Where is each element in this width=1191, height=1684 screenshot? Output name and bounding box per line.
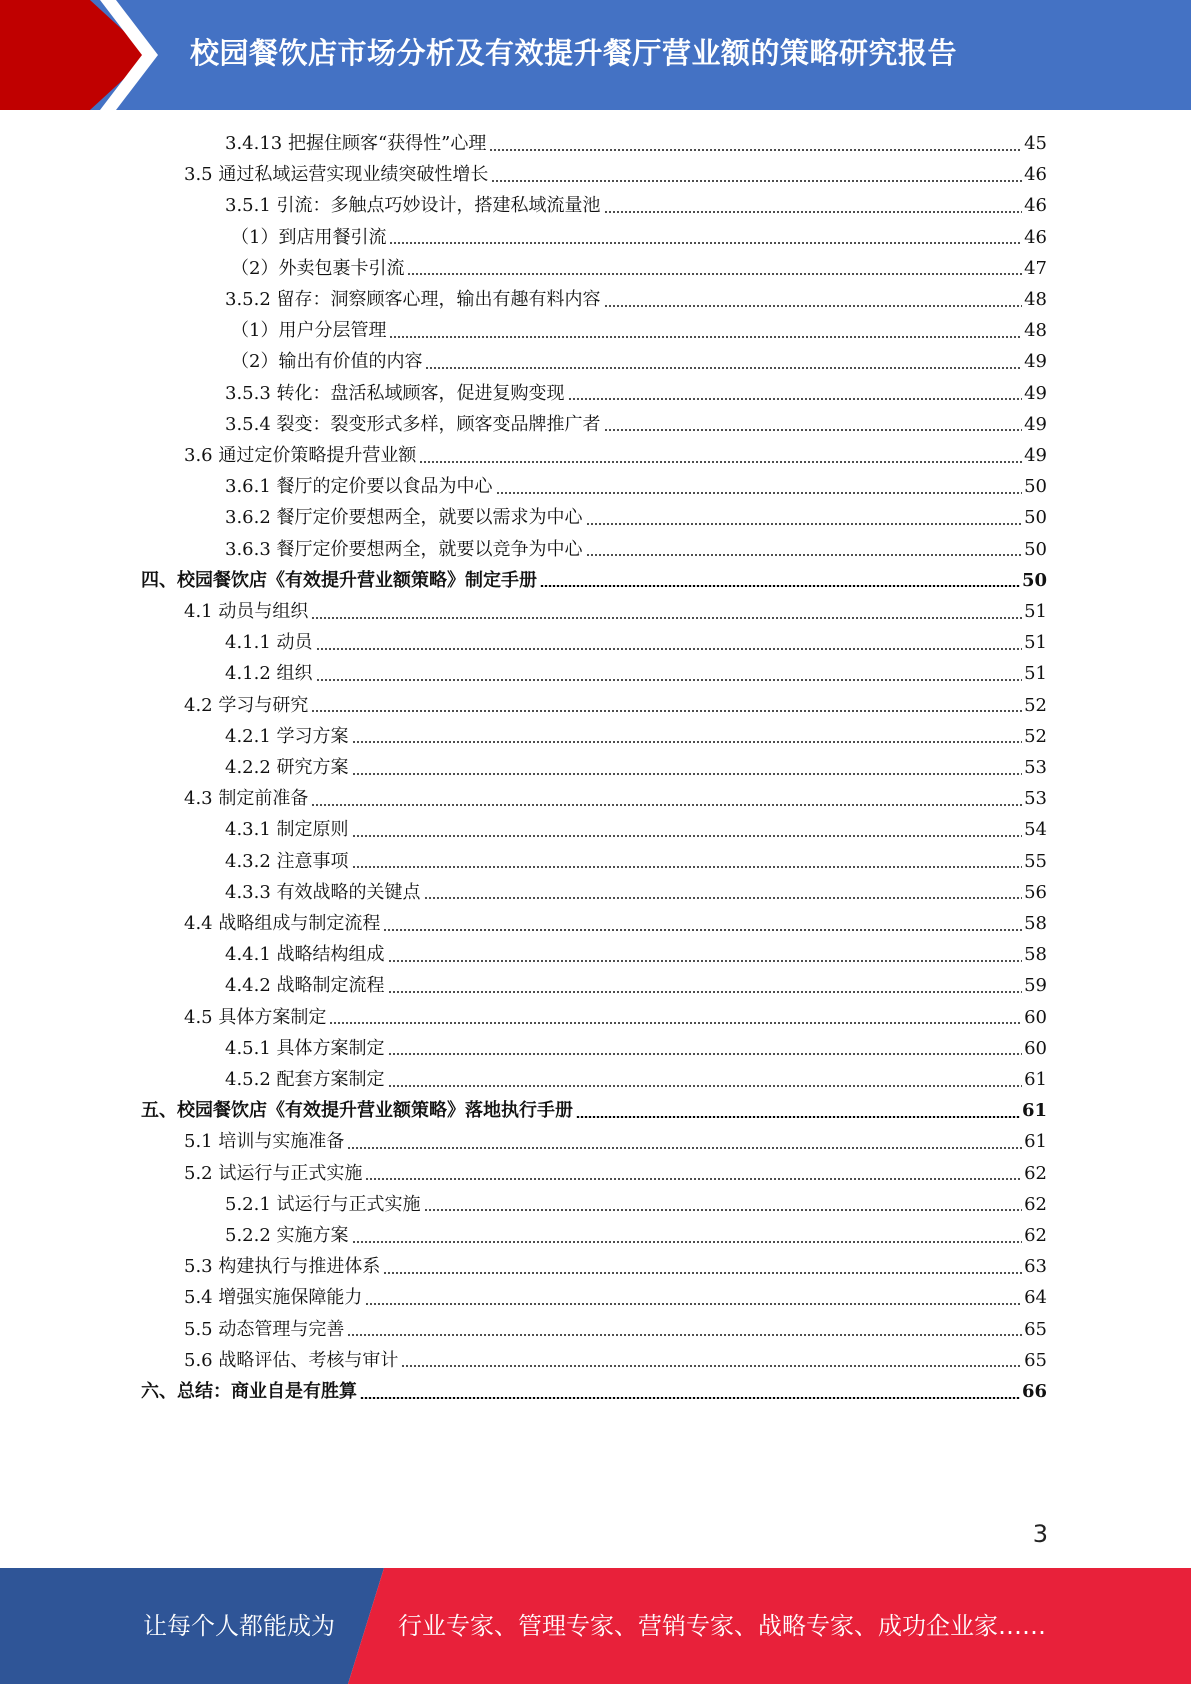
- toc-dot-leader: [604, 211, 1023, 213]
- toc-entry-page: 51: [1024, 663, 1047, 685]
- page-header: [0, 0, 1191, 110]
- page-number: 3: [1032, 1520, 1048, 1548]
- toc-entry[interactable]: [184, 1282, 1047, 1313]
- toc-entry-title: 5.1 培训与实施准备: [184, 1131, 345, 1153]
- toc-entry-page: 52: [1024, 694, 1047, 716]
- toc-entry-title: 四、校园餐饮店《有效提升营业额策略》制定手册: [141, 569, 537, 591]
- toc-entry-page: 62: [1024, 1193, 1047, 1215]
- toc-entry[interactable]: [225, 128, 1047, 159]
- toc-entry-page: 61: [1021, 1100, 1047, 1122]
- toc-entry-page: 49: [1024, 382, 1047, 404]
- toc-entry[interactable]: [141, 565, 1047, 596]
- toc-entry[interactable]: [184, 690, 1047, 721]
- toc-entry-title: 4.1.1 动员: [225, 632, 313, 654]
- toc-entry[interactable]: [225, 627, 1047, 658]
- toc-entry-title: 5.6 战略评估、考核与审计: [184, 1349, 399, 1371]
- toc-dot-leader: [568, 398, 1023, 400]
- toc-entry-title: 5.2 试运行与正式实施: [184, 1162, 363, 1184]
- toc-entry-title: 3.6.2 餐厅定价要想两全，就要以需求为中心: [225, 507, 583, 529]
- toc-entry-title: 4.5 具体方案制定: [184, 1006, 327, 1028]
- toc-entry-page: 50: [1024, 538, 1047, 560]
- toc-entry[interactable]: [184, 440, 1047, 471]
- toc-entry-title: 5.2.2 实施方案: [225, 1225, 349, 1246]
- toc-entry[interactable]: [225, 1064, 1047, 1095]
- toc-entry-page: 50: [1024, 507, 1047, 529]
- toc-entry[interactable]: [231, 315, 1047, 346]
- toc-entry-page: 54: [1024, 819, 1047, 841]
- toc-entry-page: 51: [1024, 601, 1047, 622]
- toc-dot-leader: [388, 1053, 1023, 1055]
- toc-dot-leader: [425, 367, 1022, 369]
- toc-dot-leader: [388, 960, 1023, 962]
- toc-dot-leader: [347, 1334, 1022, 1336]
- toc-entry-title: 4.2 学习与研究: [184, 694, 309, 716]
- toc-dot-leader: [389, 336, 1022, 338]
- toc-entry-title: 4.3.1 制定原则: [225, 819, 349, 841]
- toc-entry-title: 3.5.4 裂变：裂变形式多样，顾客变品牌推广者: [225, 413, 601, 435]
- toc-dot-leader: [388, 991, 1023, 993]
- toc-dot-leader: [586, 554, 1023, 556]
- toc-dot-leader: [352, 773, 1023, 775]
- toc-entry-page: 49: [1024, 445, 1047, 466]
- toc-entry-title: 3.6 通过定价策略提升营业额: [184, 445, 417, 466]
- toc-entry[interactable]: [184, 1251, 1047, 1282]
- toc-dot-leader: [352, 866, 1023, 868]
- toc-dot-leader: [604, 429, 1023, 431]
- toc-entry[interactable]: [225, 814, 1047, 845]
- toc-dot-leader: [576, 1116, 1020, 1118]
- toc-entry-title: 3.5.1 引流：多触点巧妙设计，搭建私域流量池: [225, 195, 601, 217]
- toc-entry[interactable]: [141, 1095, 1047, 1126]
- toc-entry-page: 47: [1024, 257, 1047, 279]
- toc-dot-leader: [586, 523, 1023, 525]
- toc-dot-leader: [347, 1147, 1022, 1149]
- toc-entry-title: 4.3.3 有效战略的关键点: [225, 881, 421, 903]
- toc-dot-leader: [407, 273, 1022, 275]
- toc-entry-title: 3.6.1 餐厅的定价要以食品为中心: [225, 476, 493, 498]
- footer-slogan-right: 行业专家、管理专家、营销专家、战略专家、成功企业家……: [398, 1612, 1046, 1640]
- toc-entry-title: （2）输出有价值的内容: [231, 351, 423, 373]
- toc-dot-leader: [352, 1241, 1023, 1243]
- toc-dot-leader: [360, 1397, 1020, 1399]
- toc-entry-title: 5.2.1 试运行与正式实施: [225, 1193, 421, 1215]
- toc-dot-leader: [424, 897, 1023, 899]
- toc-dot-leader: [489, 149, 1022, 151]
- toc-dot-leader: [352, 741, 1023, 743]
- toc-entry-title: 5.5 动态管理与完善: [184, 1318, 345, 1340]
- toc-entry[interactable]: [184, 1158, 1047, 1189]
- toc-entry[interactable]: [225, 970, 1047, 1001]
- toc-entry[interactable]: [225, 190, 1047, 221]
- toc-entry-page: 62: [1024, 1225, 1047, 1246]
- toc-entry-title: （2）外卖包裹卡引流: [231, 257, 405, 279]
- toc-dot-leader: [389, 242, 1022, 244]
- toc-entry[interactable]: [225, 846, 1047, 877]
- toc-entry[interactable]: [231, 346, 1047, 377]
- toc-entry[interactable]: [231, 253, 1047, 284]
- toc-entry-title: 5.4 增强实施保障能力: [184, 1287, 363, 1309]
- toc-entry-title: 5.3 构建执行与推进体系: [184, 1256, 381, 1278]
- document-title: 校园餐饮店市场分析及有效提升餐厅营业额的策略研究报告: [190, 36, 958, 70]
- toc-entry-title: 六、总结：商业自是有胜算: [141, 1381, 357, 1402]
- toc-entry-page: 46: [1024, 195, 1047, 217]
- toc-entry-page: 59: [1024, 975, 1047, 997]
- toc-entry[interactable]: [225, 1220, 1047, 1251]
- toc-entry-title: （1）用户分层管理: [231, 320, 387, 342]
- toc-entry-page: 51: [1024, 632, 1047, 654]
- toc-entry[interactable]: [225, 939, 1047, 970]
- toc-dot-leader: [388, 1085, 1023, 1087]
- toc-entry-page: 60: [1024, 1006, 1047, 1028]
- toc-entry[interactable]: [141, 1376, 1047, 1407]
- toc-entry-page: 66: [1021, 1381, 1047, 1402]
- toc-dot-leader: [496, 492, 1023, 494]
- toc-entry[interactable]: [225, 284, 1047, 315]
- toc-entry-page: 64: [1024, 1287, 1047, 1309]
- toc-dot-leader: [383, 1272, 1022, 1274]
- toc-dot-leader: [316, 648, 1023, 650]
- toc-entry-title: 4.4.2 战略制定流程: [225, 975, 385, 997]
- toc-entry-page: 49: [1024, 351, 1047, 373]
- toc-dot-leader: [540, 585, 1020, 587]
- toc-entry-page: 62: [1024, 1162, 1047, 1184]
- toc-dot-leader: [316, 679, 1023, 681]
- toc-entry-title: 4.3.2 注意事项: [225, 850, 349, 872]
- toc-entry-title: 4.1.2 组织: [225, 663, 313, 685]
- toc-dot-leader: [365, 1178, 1022, 1180]
- toc-entry-page: 53: [1024, 788, 1047, 810]
- toc-entry-title: 4.5.2 配套方案制定: [225, 1069, 385, 1090]
- toc-entry[interactable]: [225, 752, 1047, 783]
- toc-entry-page: 58: [1024, 944, 1047, 966]
- toc-entry-page: 65: [1024, 1349, 1047, 1371]
- toc-entry[interactable]: [184, 1314, 1047, 1345]
- toc-entry-page: 65: [1024, 1318, 1047, 1340]
- toc-entry-title: 4.2.2 研究方案: [225, 757, 349, 778]
- toc-entry-title: 4.5.1 具体方案制定: [225, 1037, 385, 1059]
- toc-dot-leader: [311, 617, 1022, 619]
- toc-entry-page: 56: [1024, 881, 1047, 903]
- footer-slogan-left: 让每个人都能成为: [143, 1612, 335, 1640]
- toc-dot-leader: [352, 835, 1023, 837]
- toc-entry[interactable]: [184, 596, 1047, 627]
- toc-entry-page: 49: [1024, 413, 1047, 435]
- toc-entry-title: （1）到店用餐引流: [231, 226, 387, 248]
- toc-entry[interactable]: [225, 534, 1047, 565]
- toc-entry-page: 63: [1024, 1256, 1047, 1278]
- toc-dot-leader: [311, 710, 1022, 712]
- toc-entry-title: 4.3 制定前准备: [184, 788, 309, 810]
- toc-entry-title: 4.4 战略组成与制定流程: [184, 913, 381, 934]
- toc-entry[interactable]: [225, 1189, 1047, 1220]
- toc-entry-page: 61: [1024, 1131, 1047, 1153]
- toc-entry-page: 48: [1024, 289, 1047, 310]
- toc-entry[interactable]: [184, 783, 1047, 814]
- toc-entry-page: 48: [1024, 320, 1047, 342]
- toc-entry-title: 4.2.1 学习方案: [225, 725, 349, 747]
- toc-entry[interactable]: [225, 409, 1047, 440]
- toc-entry[interactable]: [184, 1002, 1047, 1033]
- toc-entry[interactable]: [225, 877, 1047, 908]
- toc-entry-title: 3.5 通过私域运营实现业绩突破性增长: [184, 164, 489, 186]
- toc-dot-leader: [419, 461, 1022, 463]
- toc-entry-title: 五、校园餐饮店《有效提升营业额策略》落地执行手册: [141, 1100, 573, 1122]
- toc-entry-page: 61: [1024, 1069, 1047, 1090]
- toc-entry-title: 3.5.2 留存：洞察顾客心理，输出有趣有料内容: [225, 289, 601, 310]
- toc-dot-leader: [424, 1209, 1023, 1211]
- toc-entry-page: 45: [1024, 133, 1047, 154]
- toc-entry-title: 4.4.1 战略结构组成: [225, 944, 385, 966]
- toc-entry[interactable]: [184, 1126, 1047, 1157]
- toc-entry-page: 46: [1024, 164, 1047, 186]
- toc-dot-leader: [604, 305, 1023, 307]
- toc-entry[interactable]: [225, 658, 1047, 689]
- toc-entry-page: 53: [1024, 757, 1047, 778]
- toc-entry-title: 3.6.3 餐厅定价要想两全，就要以竞争为中心: [225, 538, 583, 560]
- toc-entry[interactable]: [231, 222, 1047, 253]
- toc-entry[interactable]: [184, 159, 1047, 190]
- toc-entry-page: 50: [1024, 476, 1047, 498]
- toc-entry[interactable]: [184, 908, 1047, 939]
- page-footer: [0, 1568, 1191, 1684]
- toc-entry[interactable]: [225, 471, 1047, 502]
- toc-dot-leader: [365, 1303, 1022, 1305]
- toc-entry[interactable]: [225, 1033, 1047, 1064]
- toc-dot-leader: [491, 180, 1022, 182]
- toc-entry-page: 58: [1024, 913, 1047, 934]
- toc-entry-page: 60: [1024, 1037, 1047, 1059]
- toc-entry[interactable]: [225, 721, 1047, 752]
- toc-entry-page: 55: [1024, 850, 1047, 872]
- toc-entry-page: 52: [1024, 725, 1047, 747]
- toc-entry[interactable]: [225, 378, 1047, 409]
- toc-entry-title: 4.1 动员与组织: [184, 601, 309, 622]
- toc-entry-title: 3.5.3 转化：盘活私域顾客，促进复购变现: [225, 382, 565, 404]
- toc-dot-leader: [383, 929, 1022, 931]
- toc-entry[interactable]: [184, 1345, 1047, 1376]
- toc-entry-page: 50: [1021, 569, 1047, 591]
- toc-dot-leader: [401, 1365, 1022, 1367]
- toc-dot-leader: [329, 1022, 1022, 1024]
- toc-dot-leader: [311, 804, 1022, 806]
- toc-entry-page: 46: [1024, 226, 1047, 248]
- toc-entry-title: 3.4.13 把握住顾客“获得性”心理: [225, 133, 487, 154]
- toc-entry[interactable]: [225, 502, 1047, 533]
